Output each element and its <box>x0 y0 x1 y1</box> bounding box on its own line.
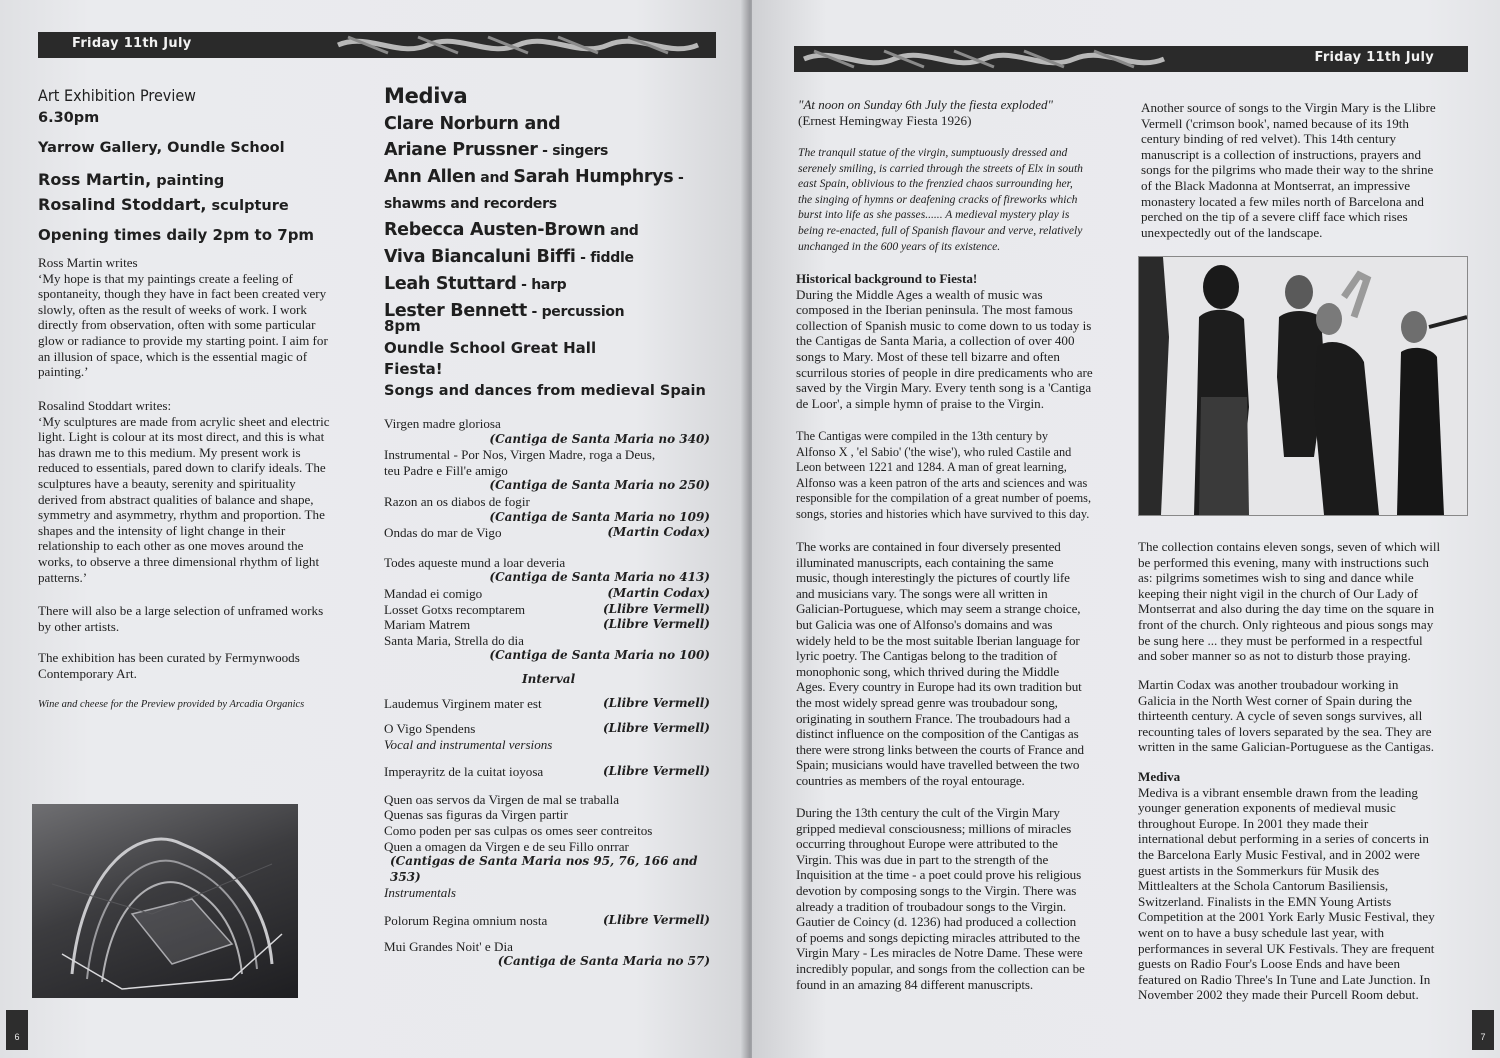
performer-name: Viva Biancaluni Biffi <box>384 247 576 267</box>
programme-source: (Llibre Vermell) <box>602 913 710 928</box>
text-line: distinct influence on the composition of the Cantigas as <box>796 726 1079 742</box>
text-line: works, to observe a three dimensional rhythm of light <box>38 553 320 569</box>
text-line: patterns.’ <box>38 569 88 585</box>
performer-role: - percussion <box>526 304 625 320</box>
text-line: thirteenth century. A cycle of seven songs survives, all <box>1138 708 1423 724</box>
programme-source: (Martin Codax) <box>607 585 710 600</box>
text-line: unexpectedly out of the landscape. <box>1141 224 1323 240</box>
programme-item <box>384 416 710 447</box>
programme-item <box>384 617 710 633</box>
programme-title-text: Polorum Regina omnium nosta <box>384 913 548 929</box>
programme-title <box>384 586 710 602</box>
text-line: written in the same Galician-Portuguese as the Cantigas. <box>1138 739 1434 755</box>
programme-item <box>384 913 710 929</box>
text-line: of poems and songs depicting miracles attributed to the <box>796 929 1080 945</box>
concert-time: 8pm <box>384 317 421 335</box>
text-line: shapes and the intensity of light change in their <box>38 522 286 538</box>
header-band-left <box>38 32 716 58</box>
programme-source: (Cantiga de Santa Maria no 250) <box>489 478 710 493</box>
right-page <box>752 0 1500 1058</box>
performer-line <box>384 217 684 244</box>
text-line: widely held to be the most suitable Iberian language for <box>796 632 1080 648</box>
text-line: Leon between 1221 and 1284. A man of great learning, <box>796 460 1067 475</box>
text-line: being re-enacted, full of Spanish flavour and verve, relatively <box>798 223 1083 237</box>
programme-title: Como poden per sas culpas os omes seer contreitos <box>384 823 653 839</box>
text-line: keeping their night vigil in the church of Our Lady of <box>1138 585 1418 601</box>
programme-title <box>384 696 710 712</box>
programme-item <box>384 672 710 688</box>
text-line: but Galicia was one of Alfonso's domains and was <box>796 616 1053 632</box>
text-line: already a tradition of troubadour songs to the Virgin. <box>796 898 1067 914</box>
text-line: international debut performing in a series of concerts in <box>1138 831 1429 847</box>
programme-title: Santa Maria, Strella do dia <box>384 632 524 648</box>
performer-line <box>384 137 684 164</box>
works-paragraph <box>796 539 1126 789</box>
text-line: The exhibition has been curated by Fermynwoods <box>38 650 300 665</box>
programme-source: (Cantiga de Santa Maria no 57) <box>497 954 710 969</box>
mediva-text <box>1138 785 1468 1003</box>
text-line: Spain; musicians would have travelled between the two <box>796 757 1080 773</box>
programme-source: (Cantiga de Santa Maria no 340) <box>489 431 710 446</box>
text-line: found in an amazing 84 different manuscripts. <box>796 976 1034 992</box>
text-line: light. Light is colour at its most direct, and this is what <box>38 429 325 445</box>
curated-note <box>38 650 368 681</box>
programme-item <box>384 525 710 541</box>
text-line: ‘My sculptures are made from acrylic sheet and electric <box>38 413 330 429</box>
text-line: monastery located a few miles north of Barcelona and <box>1141 193 1424 209</box>
text-line: During the Middle Ages a wealth of music was <box>796 286 1043 302</box>
left-page <box>0 0 748 1058</box>
programme-title-text: O Vigo Spendens <box>384 721 476 737</box>
text-line: responsible for the compilation of a great number of poems, <box>796 491 1092 506</box>
text-line: Competition at the 2001 York Early Music Festival, they <box>1138 909 1435 925</box>
programme-source: (Cantiga de Santa Maria no 100) <box>489 648 710 663</box>
text-line: glow or radiance to provide my starting point. I aim for <box>38 332 328 348</box>
text-line: Another source of songs to the Virgin Mary is the Llibre <box>1141 100 1436 115</box>
artist-medium: painting <box>151 173 225 189</box>
text-line: collection of Spanish music to come down to us today is <box>796 317 1092 333</box>
text-line: scurrilous stories of people in dire predicaments who are <box>796 364 1093 380</box>
programme-item <box>384 494 710 525</box>
text-line: serenely smiling, is carried through the streets of Elx in south <box>798 161 1083 175</box>
programme-title <box>384 764 710 780</box>
programme-item <box>384 721 710 752</box>
text-line: recounting tales of lovers separated by the sea. They are <box>1138 723 1432 739</box>
performer-line <box>384 164 684 191</box>
text-line: Contemporary Art. <box>38 665 137 681</box>
text-line: Galician-Portuguese, which may seem a strange choice, <box>796 601 1081 617</box>
exhibition-title: Art Exhibition Preview <box>38 86 196 105</box>
text-line: composed in the Iberian peninsula. The most famous <box>796 302 1073 318</box>
text-line: gripped medieval consciousness; millions of miracles <box>796 820 1072 836</box>
interval-label: Interval <box>522 671 576 686</box>
programme-title: Instrumental - Por Nos, Virgen Madre, roga a Deus, <box>384 447 656 463</box>
performer-and: and <box>605 223 639 239</box>
artist-medium: sculpture <box>206 198 289 214</box>
programme-title <box>384 913 710 929</box>
text-line: de Loor', a simple hymn of praise to the Virgin. <box>796 395 1045 411</box>
programme-item <box>384 602 710 618</box>
ross-text <box>38 271 368 380</box>
programme-title-text: Mariam Matrem <box>384 617 471 633</box>
text-line: Switzerland. Finalists in the EMN Young Artists <box>1138 893 1392 909</box>
text-line: by other artists. <box>38 618 120 634</box>
programme-note: Vocal and instrumental versions <box>384 736 553 752</box>
text-line: spontaneity, though they have in fact been created very <box>38 286 327 302</box>
historical-heading: Historical background to Fiesta! <box>796 271 978 286</box>
text-line: lyric poetry. The Cantigas belong to the tradition of <box>796 648 1058 664</box>
text-line: be performed this evening, many with instructions such <box>1138 554 1429 570</box>
header-date-right: Friday 11th July <box>1314 50 1434 65</box>
text-line: an illusion of space, which is the essential magic of <box>38 348 308 364</box>
text-line: music, though interestingly the pictures of courtly life <box>796 570 1070 586</box>
text-line: The works are contained in four diversely presented <box>796 539 1061 554</box>
exhibition-venue: Yarrow Gallery, Oundle School <box>38 140 285 156</box>
text-line: Inquisition at the time - a poet could prove his religious <box>796 867 1082 883</box>
header-band-right <box>794 46 1468 72</box>
wine-note: Wine and cheese for the Preview provided by Arcadia Organics <box>38 699 305 710</box>
text-line: Virgin. This was due in part to the strength of the <box>796 851 1049 867</box>
performer-name: Rebecca Austen-Brown <box>384 220 606 240</box>
programme-title-text: Ondas do mar de Vigo <box>384 525 502 541</box>
programme-title <box>384 602 710 618</box>
intro-paragraph <box>798 145 1128 254</box>
text-line: Mittlealters at the Schola Cantorum Basiliensis, <box>1138 878 1389 894</box>
text-line: and sober manner so as not to disturb those praying. <box>1138 648 1411 664</box>
performer-name: Sarah Humphrys <box>513 167 674 187</box>
compiled-paragraph <box>796 429 1126 523</box>
concert-subtitle: Songs and dances from medieval Spain <box>384 383 706 399</box>
rosalind-statement <box>38 398 368 585</box>
programme-item <box>384 586 710 602</box>
text-line: relationship to each other as one moves around the <box>38 538 304 554</box>
programme-title: Todes aqueste mund a loar deveria <box>384 554 566 570</box>
collection-paragraph <box>1138 539 1468 664</box>
ensemble-image <box>1139 257 1467 515</box>
programme-list <box>384 416 710 970</box>
programme-title: Quenas sas figuras da Virgen partir <box>384 807 568 823</box>
text-line: painting.’ <box>38 364 89 380</box>
mediva-heading: Mediva <box>1138 769 1181 784</box>
text-line: there were strong links between the courts of France and <box>796 741 1084 757</box>
performer-line <box>384 298 684 325</box>
performer-name: Lester Bennett <box>384 301 527 321</box>
text-line: There will also be a large selection of unframed works <box>38 603 324 618</box>
programme-title-text: Mandad ei comigo <box>384 585 483 601</box>
unframed-note <box>38 603 368 634</box>
text-line: Galicia in the North West corner of Spain during the <box>1138 692 1412 708</box>
performer-line <box>384 244 684 271</box>
programme-title: teu Padre e Fill'e amigo <box>384 462 508 478</box>
llibre-paragraph <box>1141 100 1471 240</box>
text-line: went on to have a busy schedule last year, with <box>1138 924 1385 940</box>
opening-times: Opening times daily 2pm to 7pm <box>38 226 315 244</box>
text-line: illuminated manuscripts, each containing the same <box>796 554 1054 570</box>
programme-note: Instrumentals <box>384 885 457 901</box>
programme-source: (Cantiga de Santa Maria no 109) <box>489 509 710 524</box>
page-number-left: 6 <box>6 1010 28 1050</box>
text-line: songs to Mary. Most of these tell bizarre and often <box>796 348 1060 364</box>
artist-name: Ross Martin, <box>38 170 152 189</box>
header-date-left: Friday 11th July <box>72 36 192 51</box>
rosalind-heading: Rosalind Stoddart writes: <box>38 398 172 413</box>
text-line: Vermell ('crimson book', named because of its 19th <box>1141 115 1409 131</box>
programme-item <box>384 555 710 586</box>
text-line: devotion by composing songs to the Virgin. There was <box>796 882 1077 898</box>
text-line: throughout Europe. In 2001 they made their <box>1138 815 1369 831</box>
concert-venue: Oundle School Great Hall <box>384 339 597 357</box>
text-line: has drawn me to this medium. My present work is <box>38 444 301 460</box>
performer-role: - fiddle <box>575 250 634 266</box>
text-line: occurring throughout Europe were attributed to the <box>796 836 1058 852</box>
page-number-right: 7 <box>1472 1010 1494 1050</box>
text-line: monophonic song, which thrived during the Middle <box>796 663 1060 679</box>
programme-title: Razon an os diabos de fogir <box>384 493 530 509</box>
programme-title-text: Imperayritz de la cuitat ioyosa <box>384 764 544 780</box>
codax-paragraph <box>1138 677 1468 755</box>
programme-source: (Martin Codax) <box>607 525 710 540</box>
programme-item <box>384 447 710 494</box>
text-line: Gautier de Coincy (d. 1236) had produced a collection <box>796 914 1077 930</box>
text-line: Alfonso X , 'el Sabio' ('the wise'), who ruled Castile and <box>796 444 1072 459</box>
concert-title: Fiesta! <box>384 360 443 378</box>
programme-item <box>384 939 710 970</box>
text-line: and musicians vary. The songs were all written in <box>796 585 1048 601</box>
programme-title: Mui Grandes Noit' e Dia <box>384 938 513 954</box>
text-line: The tranquil statue of the virgin, sumptuously dressed and <box>798 146 1068 159</box>
performer-role: - <box>673 170 684 186</box>
performer-name: Ann Allen <box>384 167 476 187</box>
historical-section <box>796 271 1126 411</box>
performer-and: and <box>475 170 514 186</box>
text-line: slowly, often as the result of weeks of work. I work <box>38 301 307 317</box>
text-line: of the Black Madonna at Montserrat, an impressive <box>1141 177 1411 193</box>
rosalind-text <box>38 414 368 586</box>
text-line: unchanged in the 600 years of its existence. <box>798 239 1001 253</box>
performers <box>384 111 684 325</box>
text-line: Martin Codax was another troubadour working in <box>1138 677 1399 692</box>
text-line: The Cantigas were compiled in the 13th century by <box>796 429 1049 443</box>
exhibition-artists <box>38 168 289 218</box>
programme-title <box>384 525 710 541</box>
programme-source: (Cantigas de Santa Maria nos 95, 76, 166 and 353) <box>390 854 698 884</box>
programme-title <box>384 721 710 737</box>
text-line: directly from observation, often with some particular <box>38 317 316 333</box>
text-line: November 2002 they made their Purcell Room debut. <box>1138 987 1419 1003</box>
text-line: guest artists in the Sommerkurs für Musik des <box>1138 862 1380 878</box>
performer-line <box>384 271 684 298</box>
text-line: Montserrat and also during the day time on the square in <box>1138 601 1434 617</box>
ensemble-name: Mediva <box>384 84 468 108</box>
quote-source: (Ernest Hemingway Fiesta 1926) <box>798 113 972 128</box>
text-line: guests on Radio Four's Loose Ends and have been <box>1138 956 1401 972</box>
text-line: songs, stories and histories which have survived to this day. <box>796 506 1090 521</box>
text-line: younger generation exponents of medieval music <box>1138 800 1396 816</box>
text-line: derived from abstract qualities of balance and shape, <box>38 491 314 507</box>
performer-role: - singers <box>537 143 609 159</box>
ross-heading: Ross Martin writes <box>38 255 138 270</box>
text-line: sculptures have a beauty, serenity and spirituality <box>38 475 296 491</box>
text-line: featured on Radio Three's In Tune and Late Junction. In <box>1138 971 1431 987</box>
text-line: east Spain, oblivious to the frenzied chaos surrounding her, <box>798 177 1073 191</box>
text-line: countries as members of the royal entourage. <box>796 772 1025 788</box>
programme-title-text: Laudemus Virginem mater est <box>384 695 542 711</box>
ross-statement <box>38 255 368 380</box>
programme-source: (Llibre Vermell) <box>602 721 710 736</box>
programme-source: (Cantiga de Santa Maria no 413) <box>489 570 710 585</box>
sculpture-photo <box>32 804 298 998</box>
text-line: songs for the pilgrims who made their way to the shrine <box>1141 162 1434 178</box>
programme-source: (Llibre Vermell) <box>602 601 710 616</box>
text-line: the Barcelona Early Music Festival, and in 2002 were <box>1138 846 1420 862</box>
text-line: the Cantigas de Santa Maria, a collection of over 400 <box>796 333 1075 349</box>
text-line: perched on the tip of a severe cliff face which rises <box>1141 209 1408 225</box>
mediva-section <box>1138 769 1468 1003</box>
text-line: burst into life as she passes...... A medieval mystery play is <box>798 208 1070 222</box>
programme-item <box>384 633 710 664</box>
text-line: originating in southern France. The troubadours had a <box>796 710 1070 726</box>
programme-title <box>384 617 710 633</box>
programme-title: Quen oas servos da Virgen de mal se traballa <box>384 791 620 807</box>
text-line: ‘My hope is that my paintings create a feeling of <box>38 270 293 286</box>
text-line: be sung here ... they must be performed in a respectful <box>1138 632 1423 648</box>
programme-item <box>384 764 710 780</box>
exhibition-time: 6.30pm <box>38 110 100 126</box>
text-line: Virgin Mary - Les miracles de Notre Dame. These were <box>796 945 1083 961</box>
programme-source: (Llibre Vermell) <box>602 695 710 710</box>
text-line: reduced to essentials, pared down to clarify ideals. The <box>38 460 326 476</box>
hemingway-quote: "At noon on Sunday 6th July the fiesta exploded" <box>798 97 1053 112</box>
programme-title: Virgen madre gloriosa <box>384 416 501 431</box>
text-line: front of the church. Only righteous and pious songs may <box>1138 616 1434 632</box>
text-line: symmetry and asymmetry, rhythm and proportion. The <box>38 507 325 523</box>
performer-role: - harp <box>516 277 567 293</box>
text-line: performances in several UK Festivals. They are frequent <box>1138 940 1435 956</box>
cult-paragraph <box>796 805 1126 992</box>
programme-source: (Llibre Vermell) <box>602 764 710 779</box>
programme-item <box>384 792 710 901</box>
text-line: Mediva is a vibrant ensemble drawn from the leading <box>1138 784 1418 800</box>
programme-item <box>384 696 710 712</box>
text-line: saved by the Virgin Mary. Every tenth song is a 'Cantiga <box>796 380 1092 396</box>
ensemble-photo <box>1138 256 1468 516</box>
programme-title: Quen a omagen da Virgen e de seu Fillo onrrar <box>384 838 629 854</box>
sculpture-image <box>32 804 298 998</box>
text-line: manuscript is a collection of instructions, prayers and <box>1141 146 1421 162</box>
text-line: Alfonso was a keen patron of the arts and sciences and was <box>796 475 1088 490</box>
performer-name: Leah Stuttard <box>384 274 517 294</box>
text-line: incredibly popular, and songs from the collection can be <box>796 960 1085 976</box>
performer-name: Ariane Prussner <box>384 140 538 160</box>
text-line: The collection contains eleven songs, seven of which will <box>1138 539 1441 554</box>
programme-source: (Llibre Vermell) <box>602 617 710 632</box>
text-line: century binding of red velvet). This 14th century <box>1141 131 1397 147</box>
historical-text <box>796 287 1126 412</box>
text-line: Ages. Every country in Europe had its own tradition but <box>796 679 1082 695</box>
performer-role: shawms and recorders <box>384 196 557 212</box>
text-line: the singing of hymns or deafening cracks of fireworks which <box>798 192 1078 206</box>
text-line: During the 13th century the cult of the Virgin Mary <box>796 805 1060 820</box>
performer-line: Clare Norburn and <box>384 114 561 134</box>
text-line: the most widely spread genre was troubadour song, <box>796 694 1058 710</box>
text-line: as: pilgrims sometimes wish to sing and dance while <box>1138 570 1414 586</box>
programme-title-text: Losset Gotxs recomptarem <box>384 601 526 617</box>
artist-name: Rosalind Stoddart, <box>38 195 207 214</box>
